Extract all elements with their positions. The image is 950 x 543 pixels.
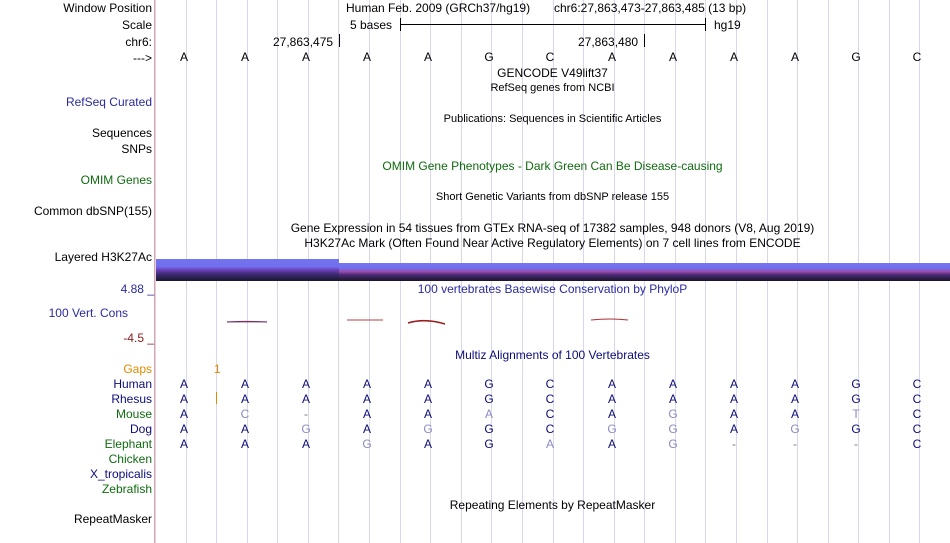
gencode-track-title[interactable]: GENCODE V49lift37	[497, 66, 608, 80]
alignment-base: A	[790, 407, 799, 421]
scale-bar-left-tick	[400, 18, 401, 31]
alignment-base: A	[790, 377, 799, 391]
alignment-base: A	[179, 422, 188, 436]
ruler-base: G	[851, 50, 861, 64]
alignment-base: A	[668, 377, 677, 391]
alignment-base: G	[851, 422, 861, 436]
alignment-base: A	[607, 392, 616, 406]
gaps-label: Gaps	[123, 362, 152, 376]
alignment-base: C	[545, 392, 555, 406]
alignment-base: A	[729, 407, 738, 421]
alignment-base: A	[729, 422, 738, 436]
h3k27ac-signal[interactable]	[156, 259, 950, 281]
scale-bar	[400, 24, 706, 25]
alignment-base: G	[484, 422, 494, 436]
conservation-track-title[interactable]: 100 vertebrates Basewise Conservation by PhyloP	[417, 282, 688, 296]
alignment-base: A	[607, 407, 616, 421]
ruler-tick-2	[644, 34, 645, 47]
position-text: chr6:27,863,473-27,863,485 (13 bp)	[554, 1, 747, 15]
alignment-base: A	[240, 392, 249, 406]
alignment-base: A	[790, 392, 799, 406]
alignment-base: A	[240, 377, 249, 391]
alignment-base: A	[240, 422, 249, 436]
alignment-base: A	[240, 437, 249, 451]
species-label-zebrafish[interactable]: Zebrafish	[101, 482, 152, 496]
ruler-base: A	[668, 50, 677, 64]
alignment-base: A	[179, 407, 188, 421]
sequences-track-label[interactable]: Sequences	[91, 126, 152, 140]
publications-track-title[interactable]: Publications: Sequences in Scientific Articles	[443, 113, 662, 125]
ruler-base: A	[240, 50, 249, 64]
h3k27ac-track-title[interactable]: H3K27Ac Mark (Often Found Near Active Regulatory Elements) on 7 cell lines from ENCODE	[304, 236, 801, 250]
species-label-dog[interactable]: Dog	[129, 422, 152, 436]
species-label-human[interactable]: Human	[113, 377, 152, 391]
strand-label[interactable]: --->	[133, 51, 152, 65]
alignment-base: C	[912, 392, 922, 406]
alignment-base: A	[362, 422, 371, 436]
alignment-base: A	[423, 392, 432, 406]
alignment-base: A	[179, 377, 188, 391]
alignment-base: A	[484, 407, 493, 421]
alignment-base: -	[304, 407, 308, 421]
species-label-rhesus[interactable]: Rhesus	[111, 392, 152, 406]
alignment-base: C	[912, 377, 922, 391]
scale-bar-right-tick	[705, 18, 706, 31]
alignment-base: G	[607, 422, 617, 436]
species-label-mouse[interactable]: Mouse	[115, 407, 152, 421]
alignment-base: G	[301, 422, 311, 436]
conservation-min-label: -4.5 _	[123, 331, 154, 345]
alignment-base: G	[668, 407, 678, 421]
h3k27ac-signal-left	[156, 259, 339, 281]
ruler-tick-label-2: 27,863,480	[578, 35, 639, 49]
alignment-base: A	[301, 377, 310, 391]
dbsnp-track-title[interactable]: Short Genetic Variants from dbSNP release 155	[435, 191, 670, 203]
ruler-base: A	[607, 50, 616, 64]
alignment-base: A	[607, 377, 616, 391]
alignment-base: -	[793, 437, 797, 451]
conservation-track-label[interactable]: 100 Vert. Cons	[48, 306, 128, 320]
window-position-label: Window Position	[63, 1, 152, 15]
alignment-base: A	[362, 407, 371, 421]
ruler-base: C	[912, 50, 922, 64]
alignment-base: A	[729, 392, 738, 406]
scale-text: 5 bases	[350, 18, 393, 32]
alignment-base: -	[732, 437, 736, 451]
h3k27ac-track-label[interactable]: Layered H3K27Ac	[54, 250, 152, 264]
alignment-base: G	[668, 437, 678, 451]
alignment-base: C	[545, 422, 555, 436]
omim-track-title[interactable]: OMIM Gene Phenotypes - Dark Green Can Be Disease-causing	[382, 159, 723, 173]
alignment-base: A	[423, 437, 432, 451]
alignment-base: A	[668, 392, 677, 406]
alignment-base: C	[912, 422, 922, 436]
ruler-tick-1	[339, 34, 340, 47]
snps-track-label[interactable]: SNPs	[121, 142, 152, 156]
ruler-base: A	[362, 50, 371, 64]
alignment-base: G	[484, 377, 494, 391]
species-label-elephant[interactable]: Elephant	[104, 437, 152, 451]
chrom-label: chr6:	[125, 35, 152, 49]
alignment-base: G	[790, 422, 800, 436]
alignment-base: G	[851, 377, 861, 391]
scale-label: Scale	[121, 18, 152, 32]
alignment-base: C	[912, 407, 922, 421]
ruler-base: A	[790, 50, 799, 64]
gtex-track-title[interactable]: Gene Expression in 54 tissues from GTEx RNA-seq of 17382 samples, 948 donors (V8, Aug 2019)	[290, 221, 815, 235]
alignment-base: C	[240, 407, 250, 421]
alignment-base: A	[729, 377, 738, 391]
multiz-track-title[interactable]: Multiz Alignments of 100 Vertebrates	[455, 348, 650, 362]
db-text: hg19	[714, 18, 741, 32]
ruler-base: A	[729, 50, 738, 64]
alignment-base: G	[484, 392, 494, 406]
alignment-base: A	[545, 437, 554, 451]
species-label-x_tropicalis[interactable]: X_tropicalis	[89, 467, 152, 481]
rhesus-gap-tick	[216, 392, 217, 404]
assembly-text: Human Feb. 2009 (GRCh37/hg19)	[346, 1, 531, 15]
alignment-base: C	[545, 407, 555, 421]
dbsnp-track-label[interactable]: Common dbSNP(155)	[33, 204, 152, 218]
alignment-base: A	[423, 377, 432, 391]
repeatmasker-track-label[interactable]: RepeatMasker	[73, 512, 152, 526]
refseq-track-title[interactable]: RefSeq genes from NCBI	[490, 82, 615, 94]
alignment-base: A	[179, 437, 188, 451]
ruler-base: G	[484, 50, 494, 64]
alignment-base: A	[362, 377, 371, 391]
alignment-base: A	[607, 437, 616, 451]
alignment-base: C	[545, 377, 555, 391]
ruler-base: C	[545, 50, 555, 64]
omim-track-label[interactable]: OMIM Genes	[80, 173, 152, 187]
alignment-base: A	[179, 392, 188, 406]
repeatmasker-track-title[interactable]: Repeating Elements by RepeatMasker	[449, 498, 656, 512]
alignment-base: G	[484, 437, 494, 451]
alignment-base: G	[423, 422, 433, 436]
alignment-base: C	[912, 437, 922, 451]
conservation-wiggle[interactable]	[155, 312, 950, 328]
alignment-base: A	[301, 437, 310, 451]
alignment-base: A	[423, 407, 432, 421]
ruler-base: A	[179, 50, 188, 64]
alignment-base: A	[301, 392, 310, 406]
alignment-base: T	[852, 407, 860, 421]
alignment-base: A	[362, 392, 371, 406]
alignment-base: G	[668, 422, 678, 436]
gap-count-marker: 1	[214, 362, 221, 376]
alignment-base: G	[362, 437, 372, 451]
species-label-chicken[interactable]: Chicken	[108, 452, 152, 466]
ruler-base: A	[423, 50, 432, 64]
refseq-track-label[interactable]: RefSeq Curated	[65, 95, 152, 109]
h3k27ac-signal-right	[339, 263, 950, 281]
ruler-tick-label-1: 27,863,475	[273, 35, 334, 49]
ruler-base: A	[301, 50, 310, 64]
alignment-base: -	[854, 437, 858, 451]
alignment-base: G	[851, 392, 861, 406]
conservation-max-label: 4.88 _	[120, 282, 154, 296]
